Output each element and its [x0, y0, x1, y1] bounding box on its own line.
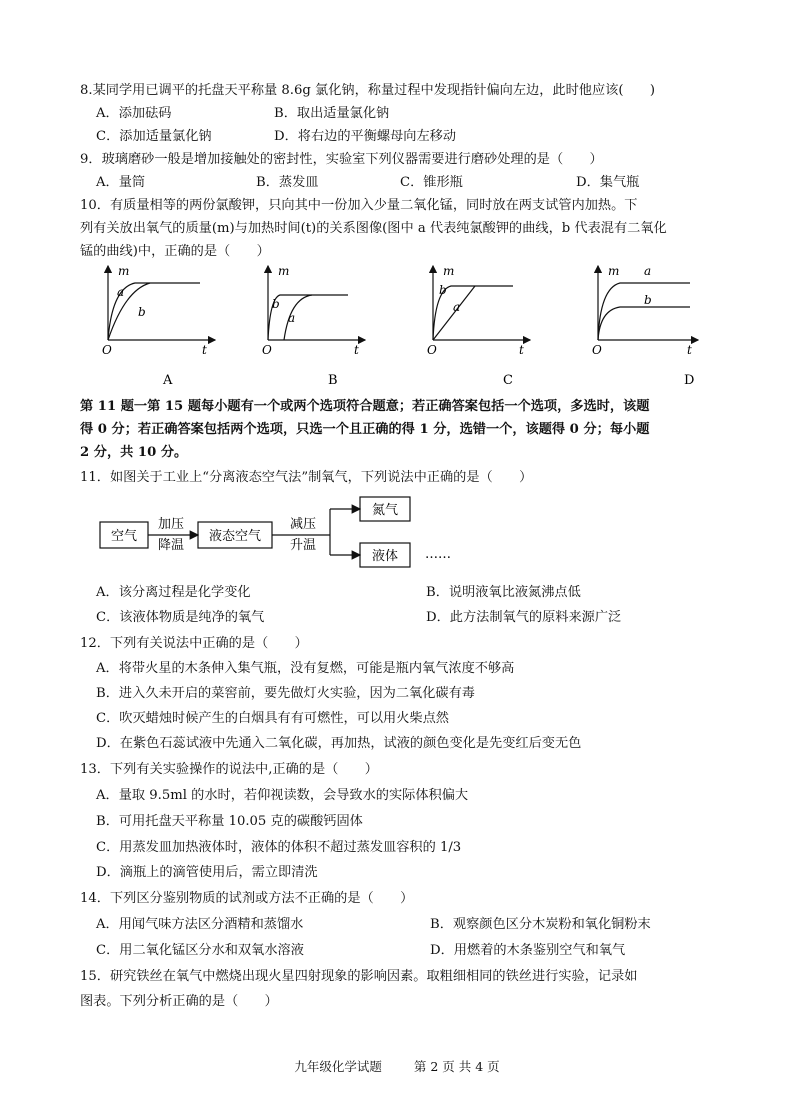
graph-d-label: D — [684, 373, 695, 388]
graph-a — [102, 264, 215, 357]
q10-line-2: 列有关放出氧气的质量(m)与加热时间(t)的关系图像(图中 a 代表纯氯酸钾的曲线，b 代表混有二氧化 — [80, 221, 667, 236]
graph-a-label: A — [163, 373, 173, 388]
q14-stem: 14．下列区分鉴别物质的试剂或方法不正确的是（ ） — [80, 891, 414, 906]
graph-a-y-axis: m — [118, 264, 130, 278]
q14-option-b: B．观察颜色区分木炭粉和氧化铜粉末 — [430, 917, 651, 932]
q11-flow-diagram — [98, 494, 478, 574]
q15-line-2: 图表。下列分析正确的是（ ） — [80, 994, 278, 1009]
q13-stem: 13．下列有关实验操作的说法中,正确的是（ ） — [80, 762, 378, 777]
q12-stem: 12．下列有关说法中正确的是（ ） — [80, 636, 308, 651]
flow-step2-bottom: 升温 — [289, 538, 317, 553]
q11-option-d: D．此方法制氧气的原料来源广泛 — [426, 610, 622, 625]
q13-option-a: A．量取 9.5ml 的水时，若仰视读数，会导致水的实际体积偏大 — [96, 788, 469, 803]
section-note-line-1: 第 11 题一第 15 题每小题有一个或两个选项符合题意；若正确答案包括一个选项，多选时，该题 — [80, 399, 650, 414]
graph-c — [427, 264, 530, 357]
q9-option-d: D．集气瓶 — [576, 175, 640, 190]
q9-stem: 9．玻璃磨砂一般是增加接触处的密封性，实验室下列仪器需要进行磨砂处理的是（ ） — [80, 152, 603, 167]
q8-stem: 8.某同学用已调平的托盘天平称量 8.6g 氯化钠，称量过程中发现指针偏向左边，此时他应该( ) — [80, 83, 655, 98]
graph-c-curve-b: b — [439, 283, 447, 297]
q9-option-a: A．量筒 — [96, 175, 146, 190]
q9-option-c: C．锥形瓶 — [400, 175, 463, 190]
graph-a-curve-b: b — [138, 305, 146, 319]
q11-stem: 11．如图关于工业上“分离液态空气法”制氧气，下列说法中正确的是（ ） — [80, 470, 533, 485]
flow-box-liquid-air: 液态空气 — [208, 529, 262, 544]
flow-box-nitrogen: 氮气 — [371, 503, 399, 518]
flow-ellipsis: …… — [425, 547, 451, 562]
flow-box-liquid: 液体 — [371, 549, 399, 564]
graph-a-x-axis: t — [202, 343, 207, 357]
graph-b-y-axis: m — [278, 264, 290, 278]
footer-subject: 九年级化学试题 — [294, 1059, 382, 1074]
page-footer — [0, 1058, 794, 1076]
q13-option-b: B．可用托盘天平称量 10.05 克的碳酸钙固体 — [96, 814, 363, 829]
graph-b-curve-a: a — [288, 311, 296, 325]
q14-option-c: C．用二氧化锰区分水和双氧水溶液 — [96, 943, 304, 958]
q13-option-d: D．滴瓶上的滴管使用后，需立即清洗 — [96, 865, 318, 880]
graph-b-x-axis: t — [354, 343, 359, 357]
q14-option-d: D．用燃着的木条鉴别空气和氧气 — [430, 943, 626, 958]
q10-line-3: 锰的曲线)中，正确的是（ ） — [80, 244, 270, 259]
graph-b — [262, 264, 365, 357]
q12-option-b: B．进入久未开启的菜窖前，要先做灯火实验，因为二氧化碳有毒 — [96, 686, 475, 701]
q9-option-b: B．蒸发皿 — [256, 175, 319, 190]
q12-option-c: C．吹灭蜡烛时候产生的白烟具有有可燃性，可以用火柴点然 — [96, 711, 449, 726]
q8-option-c: C．添加适量氯化钠 — [96, 129, 212, 144]
q11-option-b: B．说明液氧比液氮沸点低 — [426, 585, 581, 600]
q13-option-c: C．用蒸发皿加热液体时，液体的体积不超过蒸发皿容积的 1/3 — [96, 840, 462, 855]
graph-d-x-axis: t — [687, 343, 692, 357]
graph-c-origin: O — [427, 343, 437, 357]
q11-option-c: C．该液体物质是纯净的氧气 — [96, 610, 265, 625]
q10-graphs — [90, 258, 710, 393]
q14-option-a: A．用闻气味方法区分酒精和蒸馏水 — [96, 917, 304, 932]
q12-option-d: D．在紫色石蕊试液中先通入二氧化碳，再加热，试液的颜色变化是先变红后变无色 — [96, 736, 582, 751]
graph-d-origin: O — [592, 343, 602, 357]
graph-d-curve-a: a — [644, 264, 652, 278]
flow-step1-top: 加压 — [157, 517, 185, 532]
q8-option-a: A．添加砝码 — [96, 106, 172, 121]
graph-c-curve-a: a — [453, 300, 461, 314]
flow-step2-top: 减压 — [289, 517, 317, 532]
graph-a-origin: O — [102, 343, 112, 357]
flow-step1-bottom: 降温 — [157, 538, 185, 553]
q12-option-a: A．将带火星的木条伸入集气瓶，没有复燃，可能是瓶内氧气浓度不够高 — [96, 661, 515, 676]
q11-option-a: A．该分离过程是化学变化 — [96, 585, 251, 600]
section-note-line-3: 2 分，共 10 分。 — [80, 445, 188, 460]
graph-b-curve-b: b — [272, 297, 280, 311]
section-note-line-2: 得 0 分；若正确答案包括两个选项，只选一个且正确的得 1 分，选错一个，该题得 0 分；每小题 — [80, 422, 650, 437]
graph-c-y-axis: m — [443, 264, 455, 278]
graph-d-y-axis: m — [608, 264, 620, 278]
graph-c-label: C — [503, 373, 513, 388]
flow-box-air: 空气 — [110, 529, 138, 544]
q10-line-1: 10．有质量相等的两份氯酸钾，只向其中一份加入少量二氧化锰，同时放在两支试管内加热。下 — [80, 198, 638, 213]
graph-d-curve-b: b — [644, 293, 652, 307]
q8-option-d: D．将右边的平衡螺母向左移动 — [274, 129, 457, 144]
graph-a-curve-a: a — [117, 285, 125, 299]
q15-line-1: 15．研究铁丝在氧气中燃烧出现火星四射现象的影响因素。取粗细相同的铁丝进行实验，记录如 — [80, 969, 638, 984]
footer-page-number: 第 2 页 共 4 页 — [413, 1059, 500, 1074]
graph-b-origin: O — [262, 343, 272, 357]
graph-b-label: B — [328, 373, 338, 388]
q8-option-b: B．取出适量氯化钠 — [274, 106, 390, 121]
graph-c-x-axis: t — [519, 343, 524, 357]
graph-d — [592, 264, 698, 357]
